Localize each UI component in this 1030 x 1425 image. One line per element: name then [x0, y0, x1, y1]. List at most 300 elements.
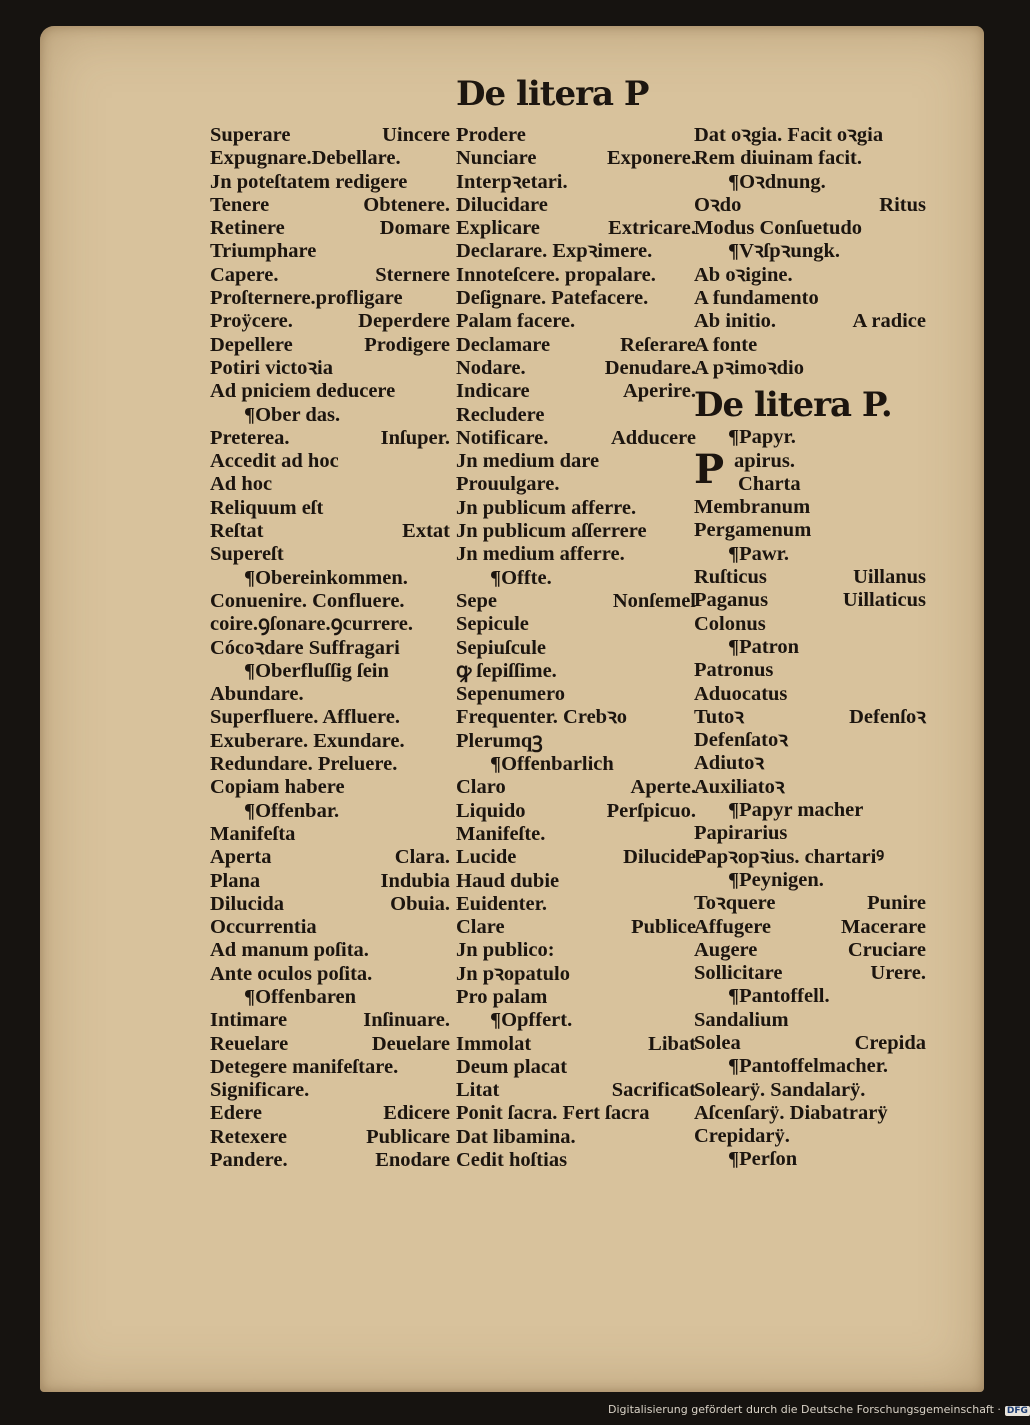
column-left	[210, 124, 450, 1172]
entry-word: Modus Conſuetudo	[694, 217, 863, 240]
text-line	[210, 1033, 450, 1056]
entry-word: Dat libamina.	[456, 1125, 576, 1148]
text-line	[694, 683, 926, 706]
text-line	[210, 613, 450, 636]
text-line	[210, 334, 450, 357]
text-line	[456, 776, 696, 799]
text-line	[694, 1009, 926, 1032]
text-line	[456, 800, 696, 823]
text-line	[456, 334, 696, 357]
text-line	[694, 729, 926, 752]
entry-word: Colonus	[694, 612, 766, 635]
text-line	[456, 171, 696, 194]
entry-word: Interpꝛetari.	[456, 170, 568, 193]
entry-word: Ritus	[879, 193, 926, 216]
entry-word: Obuia.	[390, 892, 450, 915]
text-line	[210, 1102, 450, 1125]
text-line	[456, 1126, 696, 1149]
entry-word: Conuenire. Confluere.	[210, 589, 405, 612]
drop-initial: P	[694, 445, 725, 493]
entry-word: Extat	[402, 520, 450, 543]
entry-word: Deuelare	[371, 1032, 450, 1055]
text-line	[456, 543, 696, 566]
text-line	[694, 1125, 926, 1148]
entry-word: Sepicule	[456, 613, 529, 636]
text-line	[694, 846, 926, 869]
entry-word: Deum placat	[456, 1055, 568, 1078]
entry-heading: ¶Peynigen.	[728, 868, 824, 891]
entry-word: Jn publico:	[456, 939, 555, 962]
text-line	[210, 450, 450, 473]
text-line	[210, 800, 450, 823]
entry-word: Prodigere	[364, 333, 450, 356]
text-line	[210, 473, 450, 496]
entry-word: Proſternere.profligare	[210, 287, 403, 310]
text-line	[694, 1079, 926, 1102]
column-middle	[456, 124, 696, 1172]
text-line	[694, 1055, 926, 1078]
entry-word: Uincere	[382, 124, 450, 146]
entry-heading: ¶Offenbaren	[244, 985, 357, 1008]
entry-word: Membranum	[694, 496, 811, 519]
entry-word: Paganus	[694, 589, 769, 612]
text-line	[694, 892, 926, 915]
entry-word: Redundare. Preluere.	[210, 753, 398, 776]
entry-word: Ruſticus	[694, 566, 767, 589]
entry-word: Potiri victoꝛia	[210, 356, 333, 379]
entry-word: Augere	[694, 938, 758, 961]
text-line	[694, 822, 926, 845]
text-line	[210, 870, 450, 893]
entry-word: Manifeſta	[210, 822, 296, 845]
entry-heading: ¶Pawr.	[728, 542, 789, 565]
text-line	[694, 799, 926, 822]
entry-word: Dilucidare	[456, 193, 548, 216]
entry-word: Uillaticus	[842, 589, 926, 612]
entry-word: Immolat	[456, 1032, 532, 1055]
entry-word: Papirarius	[694, 822, 788, 845]
footer-text: Digitalisierung gefördert durch die Deutsche Forschungsgemeinschaft ·	[608, 1403, 1001, 1416]
text-line	[210, 846, 450, 869]
entry-heading: ¶Opffert.	[490, 1009, 573, 1032]
entry-word: Urere.	[870, 962, 926, 985]
text-line	[456, 450, 696, 473]
entry-word: Ad manum poſita.	[210, 939, 369, 962]
text-line	[694, 916, 926, 939]
entry-word: Jn publicum afferre.	[456, 496, 637, 519]
text-line	[694, 473, 926, 496]
entry-word: Lucide	[456, 846, 517, 869]
page-title: De litera P	[456, 74, 649, 114]
entry-word: Significare.	[210, 1079, 310, 1102]
entry-word: Macerare	[841, 915, 926, 938]
text-line	[210, 1009, 450, 1032]
text-line	[456, 1033, 696, 1056]
entry-word: Cócoꝛdare Suffragari	[210, 636, 400, 659]
entry-word: Jn publicum aſſerrere	[456, 520, 647, 543]
entry-word: Dat oꝛgia. Facit oꝛgia	[694, 124, 884, 146]
text-line	[210, 590, 450, 613]
entry-heading: ¶Pantoffell.	[728, 985, 830, 1008]
entry-word: Manifeſte.	[456, 822, 546, 845]
text-line	[456, 1102, 696, 1125]
footer-credit	[608, 1403, 1030, 1416]
text-line	[694, 939, 926, 962]
text-line	[694, 240, 926, 263]
entry-word: Indubia	[380, 869, 450, 892]
entry-word: Plana	[210, 869, 261, 892]
entry-word: Affugere	[694, 915, 772, 938]
entry-word: Auxiliatoꝛ	[694, 775, 785, 798]
text-line	[210, 776, 450, 799]
entry-heading: ¶Oꝛdnung.	[728, 170, 826, 193]
entry-word: Edere	[210, 1102, 263, 1125]
text-line	[694, 147, 926, 170]
text-line	[694, 985, 926, 1008]
entry-word: Liquido	[456, 799, 526, 822]
text-line	[456, 963, 696, 986]
entry-word: Nodare.	[456, 356, 526, 379]
entry-word: Prouulgare.	[456, 473, 560, 496]
entry-word: Retexere	[210, 1125, 288, 1148]
entry-word: Aperte.	[630, 776, 696, 799]
text-line	[694, 566, 926, 589]
entry-word: Aduocatus	[694, 682, 788, 705]
text-line	[210, 1079, 450, 1102]
entry-word: Clara.	[394, 846, 450, 869]
entry-word: Crepidarÿ.	[694, 1125, 790, 1148]
text-line	[210, 683, 450, 706]
entry-word: Depellere	[210, 333, 293, 356]
entry-word: Patronus	[694, 659, 774, 682]
entry-heading: ¶Papyr.	[728, 426, 796, 449]
entry-word: Sandalium	[694, 1008, 789, 1031]
entry-word: Reſerare	[620, 333, 696, 356]
entry-word: Pro palam	[456, 985, 548, 1008]
entry-word: Abundare.	[210, 683, 304, 706]
entry-word: Aſcenſarÿ. Diabatrarÿ	[694, 1101, 888, 1124]
entry-word: Crepida	[854, 1031, 926, 1054]
entry-word: Domare	[379, 217, 450, 240]
text-line	[210, 1126, 450, 1149]
entry-word: Sollicitare	[694, 962, 783, 985]
text-line	[210, 1149, 450, 1172]
text-line	[210, 893, 450, 916]
entry-word: Declarare. Expꝛimere.	[456, 240, 653, 263]
text-line	[456, 310, 696, 333]
entry-word: Sepe	[456, 589, 497, 612]
entry-word: Tenere	[210, 193, 270, 216]
text-line	[210, 939, 450, 962]
text-line	[210, 823, 450, 846]
text-line	[456, 217, 696, 240]
entry-heading: ¶Papyr macher	[728, 799, 864, 822]
text-line	[694, 264, 926, 287]
text-line	[694, 776, 926, 799]
text-line	[694, 636, 926, 659]
entry-word: Enodare	[375, 1149, 450, 1172]
entry-word: ꝙ ſepiſſime.	[456, 659, 557, 682]
text-line	[694, 589, 926, 612]
entry-word: Uillanus	[853, 566, 926, 589]
entry-word: Reuelare	[210, 1032, 289, 1055]
entry-word: Adducere	[610, 426, 696, 449]
text-line	[456, 683, 696, 706]
entry-word: Publicare	[366, 1125, 450, 1148]
text-line	[456, 264, 696, 287]
text-line	[210, 1056, 450, 1079]
entry-word: Publice	[631, 916, 696, 939]
entry-word: Reſtat	[210, 520, 264, 543]
entry-word: Occurrentia	[210, 916, 317, 939]
text-line	[456, 497, 696, 520]
entry-word: Preterea.	[210, 426, 290, 449]
entry-word: Innoteſcere. propalare.	[456, 263, 656, 286]
text-line	[694, 962, 926, 985]
text-line	[694, 519, 926, 542]
text-line	[210, 753, 450, 776]
text-line	[210, 240, 450, 263]
text-line	[456, 473, 696, 496]
entry-word: Declamare	[456, 333, 551, 356]
entry-word: A fonte	[694, 333, 758, 356]
entry-word: Nonſemel	[612, 589, 696, 612]
text-line	[456, 147, 696, 170]
entry-heading: Charta	[738, 472, 801, 495]
entry-word: Defenſatoꝛ	[694, 729, 788, 752]
entry-word: Ad hoc	[210, 473, 273, 496]
text-line	[210, 986, 450, 1009]
text-line	[456, 706, 696, 729]
entry-word: Ab initio.	[694, 310, 777, 333]
text-line	[456, 404, 696, 427]
entry-word: Ante oculos poſita.	[210, 962, 373, 985]
entry-word: Dilucide	[623, 846, 696, 869]
entry-heading: ¶Perſon	[728, 1148, 798, 1171]
text-line	[210, 404, 450, 427]
entry-word: Inſinuare.	[363, 1009, 450, 1032]
entry-heading: ¶Offenbarlich	[490, 753, 614, 776]
entry-word: Solearÿ. Sandalarÿ.	[694, 1078, 866, 1101]
text-line	[694, 659, 926, 682]
entry-word: Prodere	[456, 124, 526, 146]
text-line	[210, 310, 450, 333]
entry-heading: ¶Ober das.	[244, 403, 341, 426]
text-line	[694, 217, 926, 240]
entry-word: Solea	[694, 1031, 741, 1054]
entry-word: Pergamenum	[694, 519, 812, 542]
entry-word: Cruciare	[847, 938, 926, 961]
text-line	[456, 1079, 696, 1102]
entry-word: Clare	[456, 916, 505, 939]
text-line	[456, 637, 696, 660]
entry-word: Jn medium dare	[456, 450, 600, 473]
entry-word: Denudare.	[604, 356, 696, 379]
text-line	[694, 171, 926, 194]
entry-word: Capere.	[210, 263, 279, 286]
entry-word: Superare	[210, 124, 291, 146]
entry-word: Palam facere.	[456, 310, 576, 333]
text-line	[694, 752, 926, 775]
text-line	[694, 287, 926, 310]
text-line	[694, 310, 926, 333]
entry-word: Aperta	[210, 846, 272, 869]
entry-word: Nunciare	[456, 147, 537, 170]
entry-word: Triumphare	[210, 240, 317, 263]
text-line	[210, 660, 450, 683]
text-line	[210, 217, 450, 240]
text-line	[694, 543, 926, 566]
text-line	[210, 520, 450, 543]
entry-heading: ¶Offenbar.	[244, 799, 340, 822]
entry-word: Defenſoꝛ	[849, 705, 926, 728]
entry-word: Extricare.	[608, 217, 696, 240]
text-line	[694, 496, 926, 519]
text-line	[210, 171, 450, 194]
entry-word: Reliquum eſt	[210, 496, 324, 519]
text-line	[210, 194, 450, 217]
text-line	[456, 893, 696, 916]
entry-word: Litat	[456, 1079, 500, 1102]
text-line	[210, 287, 450, 310]
text-line	[456, 520, 696, 543]
entry-word: Superfluere. Affluere.	[210, 706, 400, 729]
entry-word: Accedit ad hoc	[210, 450, 339, 473]
entry-word: Rem diuinam facit.	[694, 147, 862, 170]
entry-word: Deſignare. Patefacere.	[456, 287, 649, 310]
text-line	[210, 264, 450, 287]
text-line	[210, 706, 450, 729]
text-line	[694, 334, 926, 357]
entry-word: Cedit hoſtias	[456, 1149, 568, 1172]
entry-word: Recludere	[456, 403, 545, 426]
entry-word: Notificare.	[456, 426, 549, 449]
text-line	[456, 357, 696, 380]
text-line	[456, 1009, 696, 1032]
text-line	[456, 939, 696, 962]
text-line	[456, 240, 696, 263]
entry-heading: ¶Patron	[728, 635, 800, 658]
text-line	[694, 380, 926, 426]
entry-word: Jn medium afferre.	[456, 543, 625, 566]
entry-word: Adiutoꝛ	[694, 752, 765, 775]
dfg-logo: DFG	[1006, 1406, 1028, 1416]
entry-word: Tutoꝛ	[694, 705, 744, 728]
section-heading: De litera P.	[694, 385, 892, 426]
text-line	[456, 730, 696, 753]
entry-word: Detegere manifeſtare.	[210, 1055, 399, 1078]
text-line	[694, 1102, 926, 1125]
entry-word: Deperdere	[358, 310, 450, 333]
text-line	[456, 194, 696, 217]
entry-text: apirus.	[734, 449, 795, 472]
entry-word: Ab oꝛigine.	[694, 263, 793, 286]
entry-word: Jn poteſtatem redigere	[210, 170, 408, 193]
text-line	[210, 497, 450, 520]
entry-word: Punire	[867, 892, 926, 915]
text-line	[210, 124, 450, 147]
entry-heading: ¶Obereinkommen.	[244, 566, 408, 589]
text-line	[210, 543, 450, 566]
entry-word: Jn pꝛopatulo	[456, 962, 570, 985]
entry-word: Obtenere.	[363, 193, 450, 216]
text-line	[456, 287, 696, 310]
text-line	[210, 147, 450, 170]
text-line	[694, 194, 926, 217]
text-line	[694, 706, 926, 729]
text-line	[694, 124, 926, 147]
text-line	[210, 427, 450, 450]
entry-word: Sepenumero	[456, 683, 565, 706]
entry-heading: ¶Pantoffelmacher.	[728, 1055, 889, 1078]
entry-word: Plerumqꝫ	[456, 729, 543, 752]
entry-heading: ¶Offte.	[490, 566, 552, 589]
entry-word: coire.ꝯſonare.ꝯcurrere.	[210, 613, 413, 636]
entry-word: Pandere.	[210, 1149, 288, 1172]
text-line	[210, 916, 450, 939]
entry-word: Dilucida	[210, 892, 285, 915]
entry-word: A radice	[852, 310, 926, 333]
entry-word: Proÿcere.	[210, 310, 293, 333]
entry-word: Copiam habere	[210, 776, 345, 799]
entry-word: Sacrificat	[611, 1079, 696, 1102]
column-right	[694, 124, 926, 1172]
text-line	[456, 567, 696, 590]
entry-word: Exponere.	[606, 147, 696, 170]
entry-word: Perſpicuo.	[606, 799, 696, 822]
text-line	[456, 916, 696, 939]
text-line	[210, 567, 450, 590]
text-line	[210, 357, 450, 380]
text-line	[210, 637, 450, 660]
entry-word: Intimare	[210, 1009, 288, 1032]
text-line	[456, 846, 696, 869]
entry-word: Aperire.	[622, 380, 696, 403]
text-line	[456, 823, 696, 846]
text-line	[210, 730, 450, 753]
text-line	[456, 613, 696, 636]
text-line	[694, 869, 926, 892]
text-line	[694, 1032, 926, 1055]
entry-word: Retinere	[210, 217, 285, 240]
text-line	[456, 986, 696, 1009]
entry-word: Sepiuſcule	[456, 636, 546, 659]
text-line	[456, 1056, 696, 1079]
entry-word: Haud dubie	[456, 869, 560, 892]
text-line	[210, 380, 450, 403]
text-line	[456, 124, 696, 147]
text-line	[456, 380, 696, 403]
entry-word: A pꝛimoꝛdio	[694, 356, 805, 379]
entry-heading: ¶Vꝛſpꝛungk.	[728, 240, 840, 263]
entry-heading: ¶Oberfluſſig ſein	[244, 659, 389, 682]
entry-word: Frequenter. Crebꝛo	[456, 706, 628, 729]
text-line	[456, 870, 696, 893]
entry-word: Expugnare.Debellare.	[210, 147, 401, 170]
entry-word: Ad pniciem deducere	[210, 380, 396, 403]
text-line	[456, 590, 696, 613]
text-line	[694, 1148, 926, 1171]
entry-word: A fundamento	[694, 287, 819, 310]
text-line	[456, 660, 696, 683]
entry-word: Inſuper.	[380, 426, 450, 449]
text-line	[210, 963, 450, 986]
entry-word: Sternere	[375, 263, 450, 286]
entry-word: Indicare	[456, 380, 530, 403]
entry-word: Papꝛopꝛius. chartariꝰ	[694, 845, 885, 868]
entry-word: Exuberare. Exundare.	[210, 729, 405, 752]
text-line	[456, 1149, 696, 1172]
